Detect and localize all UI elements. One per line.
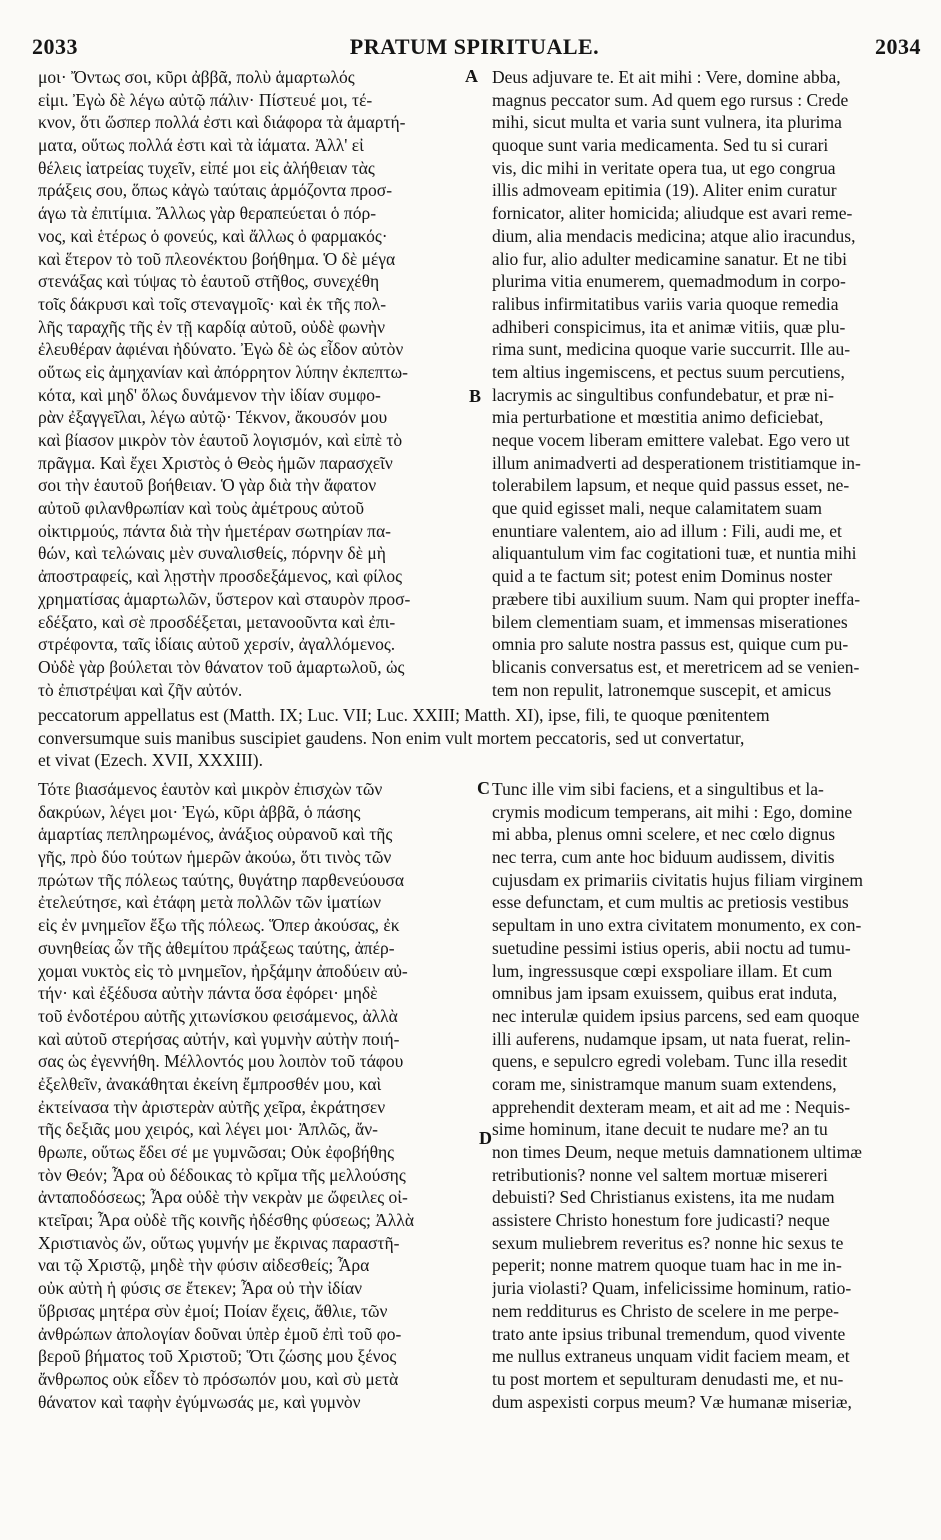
latin-text-line: nec interulæ quidem ipsius parcens, sed eam quoque <box>492 1005 860 1026</box>
latin-text-line: omnibus jam ipsam exuissem, quibus erat induta, <box>492 983 838 1004</box>
latin-text-line: et vivat (Ezech. XVII, XXXIII). <box>38 750 263 771</box>
greek-text-line: ἐκτείνασα τὴν ἀριστερὰν αὐτῆς χεῖρα, ἐκράτησεν <box>38 1096 386 1117</box>
greek-text-line: ἐξελθεῖν, ἀνακάθηται ἐκείνη ἔμπροσθέν μου, καὶ <box>38 1073 382 1094</box>
greek-text-line: αὐτοῦ φιλανθρωπίαν καὶ τοὺς ἀμέτρους αὐτοῦ <box>38 498 364 519</box>
latin-text-line: illi auferens, nudamque ipsam, ut nata fuerat, relin- <box>492 1028 851 1049</box>
latin-text-line: Tunc ille vim sibi faciens, et a singultibus et la- <box>492 779 824 799</box>
greek-text-line: θρωπε, οὕτως ἔδει σέ με γυμνῶσαι; Οὐκ ἐφοβήθης <box>38 1142 395 1162</box>
margin-letter-b: B <box>469 386 482 406</box>
greek-text-line: μοι· Ὄντως σοι, κῦρι ἀββᾶ, πολὺ ἁμαρτωλός <box>38 67 355 87</box>
latin-text-line: non times Deum, neque metuis damnationem ultimæ <box>492 1142 862 1162</box>
greek-text-line: θέλεις ἰατρείας τυχεῖν, εἰπέ μοι εἰς ἀλήθειαν τὰς <box>38 157 375 178</box>
greek-text-line: τὸν Θεόν; Ἆρα οὐ δέδοικας τὸ κρῖμα τῆς μελλούσης <box>38 1164 406 1185</box>
greek-text-line: ματα, οὕτως πολλά ἐστι καὶ τὰ ἰάματα. Ἀλλ' εἰ <box>38 135 364 156</box>
greek-text-line: βεροῦ βήματος τοῦ Χριστοῦ; Ὅτι ζώσης μου ξένος <box>38 1346 397 1367</box>
latin-text-line: quoque sunt varia medicamenta. Sed tu si curari <box>492 135 829 156</box>
latin-text-line: crymis modicum temperans, ait mihi : Ego, domine <box>492 801 853 822</box>
latin-column-lower <box>492 778 912 1413</box>
latin-text-line: assistere Christo honestum fore judicasti? neque <box>492 1210 830 1231</box>
latin-text-line: illum animadverti ad desperationem tristitiamque in- <box>492 452 861 473</box>
greek-text-line: εἰς ἐν μνημεῖον ἔξω τῆς πόλεως. Ὅπερ ἀκούσας, ἐκ <box>38 915 400 936</box>
latin-text-line: dum aspexisti corpus meum? Væ humanæ miseriæ, <box>492 1391 852 1412</box>
latin-text-line: apprehendit dexteram meam, et ait ad me : Nequis- <box>492 1096 851 1117</box>
greek-text-line: ἀνθρώπων ἀπολογίαν δοῦναι ὑπὲρ ἐμοῦ ἐπὶ τοῦ φο- <box>38 1323 402 1344</box>
latin-text-line: alio fur, alio adulter medicamine sanatur. Et ne tibi <box>492 248 848 269</box>
greek-column-upper <box>38 66 470 701</box>
latin-text-line: nem redditurus es Christo de scelere in me perpe- <box>492 1300 839 1321</box>
greek-text-line: ναι τῷ Χριστῷ, μηδὲ τὴν φύσιν αἰδεσθείς; Ἆρα <box>38 1255 370 1276</box>
running-title: PRATUM SPIRITUALE. <box>349 34 600 59</box>
greek-text-line: οὕτως εἰς ἀμηχανίαν καὶ ἀπόρρητον λύπην ἐκπεπτω- <box>38 361 408 382</box>
latin-text-line: trato ante ipsius tribunal tremendum, quod vivente <box>492 1323 846 1344</box>
latin-text-line: esse defunctam, et cum multis ac pretiosis vestibus <box>492 892 849 913</box>
latin-text-line: ralibus infirmitatibus variis varia quoque remedia <box>492 293 839 314</box>
margin-letter-c: C <box>477 778 490 798</box>
latin-text-line: quid a te factum sit; potest enim Dominus noster <box>492 566 833 587</box>
latin-text-line: aliquantulum vim fac cogitationi tuæ, et nuntia mihi <box>492 543 857 564</box>
greek-column-lower <box>38 778 470 1413</box>
running-header <box>28 34 921 64</box>
full-width-latin-continuation <box>38 704 913 772</box>
latin-text-line: mihi, sicut multa et varia sunt vulnera, ita plurima <box>492 112 842 133</box>
latin-text-line: sime hominum, itane decuit te nudare me? an tu <box>492 1119 828 1140</box>
latin-text-line: præbere tibi auxilium suum. Nam qui propter ineffa- <box>492 588 861 609</box>
latin-text-line: fornicator, aliter homicida; aliudque est avari reme- <box>492 203 853 224</box>
greek-text-line: ρὰν ἐξαγγεῖλαι, λέγω αὐτῷ· Τέκνον, ἄκουσόν μου <box>38 407 388 428</box>
greek-text-line: σοι τὴν ἑαυτοῦ βοήθειαν. Ὁ γὰρ διὰ τὴν ἄφατον <box>38 475 377 496</box>
greek-text-line: άγω τὰ ἐπιτίμια. Ἄλλως γὰρ θεραπεύεται ὁ πόρ- <box>38 203 377 224</box>
greek-text-line: ἀνταποδόσεως; Ἆρα οὐδὲ τὴν νεκρὰν με ὤφειλες οἰ- <box>38 1187 408 1208</box>
greek-text-line: πρᾶγμα. Καὶ ἔχει Χριστὸς ὁ Θεὸς ἡμῶν παρασχεῖν <box>38 452 393 473</box>
greek-text-line: καὶ αὐτοῦ στερήσας αὐτήν, καὶ γυμνὴν αὐτὴν ποιή- <box>38 1028 400 1049</box>
greek-text-line: χρηματίσας ἁμαρτωλῶν, ὕστερον καὶ σταυρὸν προσ- <box>38 588 411 609</box>
greek-text-line: σας ὡς ἐγεννήθη. Μέλλοντός μου λοιπὸν τοῦ τάφου <box>38 1051 404 1072</box>
latin-text-line: magnus peccator sum. Ad quem ego rursus : Crede <box>492 89 849 110</box>
latin-text-line: plurima vitia enumerem, quemadmodum in corpo- <box>492 271 846 292</box>
greek-text-line: καὶ βίασον μικρὸν τὸν ἑαυτοῦ λογισμόν, καὶ εἰπὲ τὸ <box>38 430 403 450</box>
greek-text-line: οἰκτιρμούς, πάντα διὰ τὴν ἡμετέραν σωτηρίαν πα- <box>38 520 392 541</box>
greek-text-line: τοῦ ἐνδοτέρου αὐτῆς χιτωνίσκου φεισάμενος, ἀλλὰ <box>38 1005 398 1026</box>
latin-text-line: retributionis? nonne vel saltem mortuæ misereri <box>492 1164 828 1185</box>
latin-column-upper <box>492 66 912 701</box>
latin-text-line: rima sunt, medicina quoque varie succurrit. Ille au- <box>492 339 851 360</box>
latin-text-line: quens, e sepulcro egredi volebam. Tunc illa resedit <box>492 1051 848 1072</box>
page-number-left: 2033 <box>32 34 78 59</box>
greek-text-line: κτεῖραι; Ἆρα οὐδὲ τῆς κοινῆς ἠδέσθης φύσεως; Ἀλλὰ <box>38 1210 415 1231</box>
latin-text-line: coram me, sinistramque manum suam extendens, <box>492 1073 837 1094</box>
greek-text-line: τῆς δεξιᾶς μου χειρός, καὶ λέγει μοι· Ἀπλῶς, ἄν- <box>38 1119 378 1140</box>
latin-text-line: lum, ingressusque cœpi exspoliare illam. Et cum <box>492 960 833 981</box>
greek-text-line: πράξεις σου, ὅπως κἀγὼ ταύταις ἁρμόζοντα προσ- <box>38 180 393 201</box>
latin-text-line: mi abba, plenus omni scelere, et nec cœlo dignus <box>492 824 836 845</box>
latin-text-line: lacrymis ac singultibus confundebatur, et præ ni- <box>492 384 834 405</box>
latin-text-line: conversumque suis manibus suscipiet gaudens. Non enim vult mortem peccatoris, sed ut convertatur, <box>38 727 745 748</box>
greek-text-line: εδέξατο, καὶ σὲ προσδέξεται, μετανοοῦντα καὶ ἐπι- <box>38 611 396 632</box>
greek-text-line: λῆς ταραχῆς τῆς ἐν τῇ καρδίᾳ αὐτοῦ, οὐδὲ φωνὴν <box>38 316 386 337</box>
greek-text-line: ἀποστραφείς, καὶ λῃστὴν προσδεξάμενος, καὶ φίλος <box>38 566 403 587</box>
latin-text-line: Deus adjuvare te. Et ait mihi : Vere, domine abba, <box>492 67 841 87</box>
greek-text-line: ἁμαρτίας πεπληρωμένος, ἀνάξιος οὐρανοῦ καὶ τῆς <box>38 824 393 845</box>
latin-text-line: juria violasti? Quam, infelicissime hominum, ratio- <box>492 1278 852 1299</box>
greek-text-line: γῆς, πρὸ δύο τούτων ἡμερῶν ἀκούω, ὅτι τινὸς τῶν <box>38 847 392 868</box>
latin-text-line: me nullus extraneus unquam vidit faciem meam, et <box>492 1346 850 1367</box>
latin-text-line: suetudine pessimi istius operis, abii noctu ad tumu- <box>492 937 851 958</box>
latin-text-line: adhiberi conspicimus, ita et animæ vitiis, quæ plu- <box>492 316 846 337</box>
greek-text-line: Τότε βιασάμενος ἑαυτὸν καὶ μικρὸν ἐπισχὼν τῶν <box>38 779 383 799</box>
greek-text-line: συνηθείας ὧν τῆς ἀθεμίτου πράξεως ταύτης, ἀπέρ- <box>38 937 395 958</box>
greek-text-line: θάνατον καὶ ταφὴν ἐγύμνωσάς με, καὶ γυμνὸν <box>38 1391 361 1412</box>
greek-text-line: χομαι νυκτὸς εἰς τὸ μνημεῖον, ἠρξάμην ἀποδύειν αὐ- <box>38 960 408 981</box>
greek-text-line: στρέφοντα, ταῖς ἰδίαις αὐτοῦ χερσίν, ἀγαλλόμενος. <box>38 634 396 655</box>
latin-text-line: peccatorum appellatus est (Matth. IX; Luc. VII; Luc. XXIII; Matth. XI), ipse, fili, te quoque pœnitentem <box>38 705 770 725</box>
latin-text-line: neque vocem liberam emittere valebat. Ego vero ut <box>492 430 850 450</box>
greek-text-line: ὕβρισας μητέρα σὺν ἐμοί; Ποίαν ἔχεις, ἄθλιε, τῶν <box>38 1300 388 1321</box>
latin-text-line: cujusdam ex primariis civitatis hujus filiam virginem <box>492 869 864 890</box>
latin-text-line: que quid egisset mali, neque calamitatem suam <box>492 498 822 519</box>
greek-text-line: τὸ ἐπιστρέψαι καὶ ζῆν αὐτόν. <box>38 679 243 700</box>
greek-text-line: κνον, ὅτι ὥσπερ πολλά ἐστι καὶ διάφορα τὰ ἁμαρτή- <box>38 112 406 133</box>
margin-letter-d: D <box>479 1128 492 1148</box>
margin-letter-a: A <box>465 66 478 86</box>
greek-text-line: δακρύων, λέγει μοι· Ἐγώ, κῦρι ἀββᾶ, ὁ πάσης <box>38 801 361 822</box>
greek-text-line: πρώτων τῆς πόλεως ταύτης, θυγάτηρ παρθενεύουσα <box>38 869 405 890</box>
greek-text-line: οὐκ αὐτὴ ἡ φύσις σε ἔτεκεν; Ἆρα οὐ τὴν ἰδίαν <box>38 1278 363 1299</box>
latin-text-line: vis, dic mihi in veritate opera tua, ut ego congrua <box>492 157 836 178</box>
latin-text-line: bilem clementiam suam, et immensas miserationes <box>492 611 848 632</box>
latin-text-line: tu post mortem et sepulturam denudasti me, et nu- <box>492 1368 844 1389</box>
latin-text-line: nec terra, cum ante hoc biduum audissem, divitis <box>492 847 835 868</box>
latin-text-line: omnia pro salute nostra passus est, quique cum pu- <box>492 634 849 655</box>
greek-text-line: εἰμι. Ἐγὼ δὲ λέγω αὐτῷ πάλιν· Πίστευέ μοι, τέ- <box>38 89 373 110</box>
latin-text-line: tem non repulit, latronemque suscepit, et amicus <box>492 679 832 700</box>
latin-text-line: illis admoveam epitimia (19). Aliter enim curatur <box>492 180 837 201</box>
page-number-right: 2034 <box>875 34 921 59</box>
latin-text-line: blicanis conversatus est, et meretricem ad se venien- <box>492 656 860 677</box>
greek-text-line: στενάξας καὶ τύψας τὸ ἑαυτοῦ στῆθος, συνεχέθη <box>38 271 380 292</box>
greek-text-line: Οὐδὲ γὰρ βούλεται τὸν θάνατον τοῦ ἁμαρτωλοῦ, ὡς <box>38 656 405 677</box>
latin-text-line: sepultam in uno extra civitatem monumento, ex con- <box>492 915 862 936</box>
greek-text-line: θών, καὶ τελώναις μὲν συναλισθείς, πόρνην δὲ μὴ <box>38 543 386 564</box>
latin-text-line: mia perturbatione et mœstitia animo deficiebat, <box>492 407 824 428</box>
latin-text-line: tolerabilem lapsum, et neque quid passus esset, ne- <box>492 475 850 496</box>
greek-text-line: ἐτελεύτησε, καὶ ἐτάφη μετὰ πολλῶν τῶν ἱματίων <box>38 892 381 913</box>
latin-text-line: tem altius ingemiscens, et pectus suum percutiens, <box>492 361 845 382</box>
latin-text-line: dium, alia mendacis medicina; atque alio iracundus, <box>492 225 856 246</box>
greek-text-line: κότα, καὶ μηδ' ὅλως δυνάμενον τὴν ἰδίαν συμφο- <box>38 384 381 405</box>
latin-text-line: enuntiare valentem, aio ad illum : Fili, audi me, et <box>492 520 842 541</box>
greek-text-line: Χριστιανὸς ὤν, οὕτως γυμνήν με ἔκρινας παραστῆ- <box>38 1232 400 1253</box>
greek-text-line: ἐλευθέραν ἀφιέναι ἠδύνατο. Ἐγὼ δὲ ὡς εἶδον αὐτὸν <box>38 339 404 360</box>
greek-text-line: τήν· καὶ ἐξέδυσα αὐτὴν πάντα ὅσα ἐφόρει· μηδὲ <box>38 983 378 1004</box>
greek-text-line: τοῖς δάκρυσι καὶ τοῖς στεναγμοῖς· καὶ ἐκ τῆς πολ- <box>38 293 387 314</box>
greek-text-line: ἄνθρωπος οὐκ εἶδεν τὸ πρόσωπόν μου, καὶ σὺ μετὰ <box>38 1368 399 1389</box>
latin-text-line: peperit; nonne matrem quoque tuam hac in me in- <box>492 1255 842 1276</box>
latin-text-line: sexum muliebrem reveritus es? nonne hic sexus te <box>492 1232 844 1253</box>
latin-text-line: debuisti? Sed Christianus existens, ita me nudam <box>492 1187 835 1208</box>
greek-text-line: νος, καὶ ἑτέρως ὁ φονεύς, καὶ ἄλλως ὁ φαρμακός· <box>38 225 388 246</box>
greek-text-line: καὶ ἕτερον τὸ τοῦ πλεονέκτου βοήθημα. Ὁ δὲ μέγα <box>38 248 396 269</box>
